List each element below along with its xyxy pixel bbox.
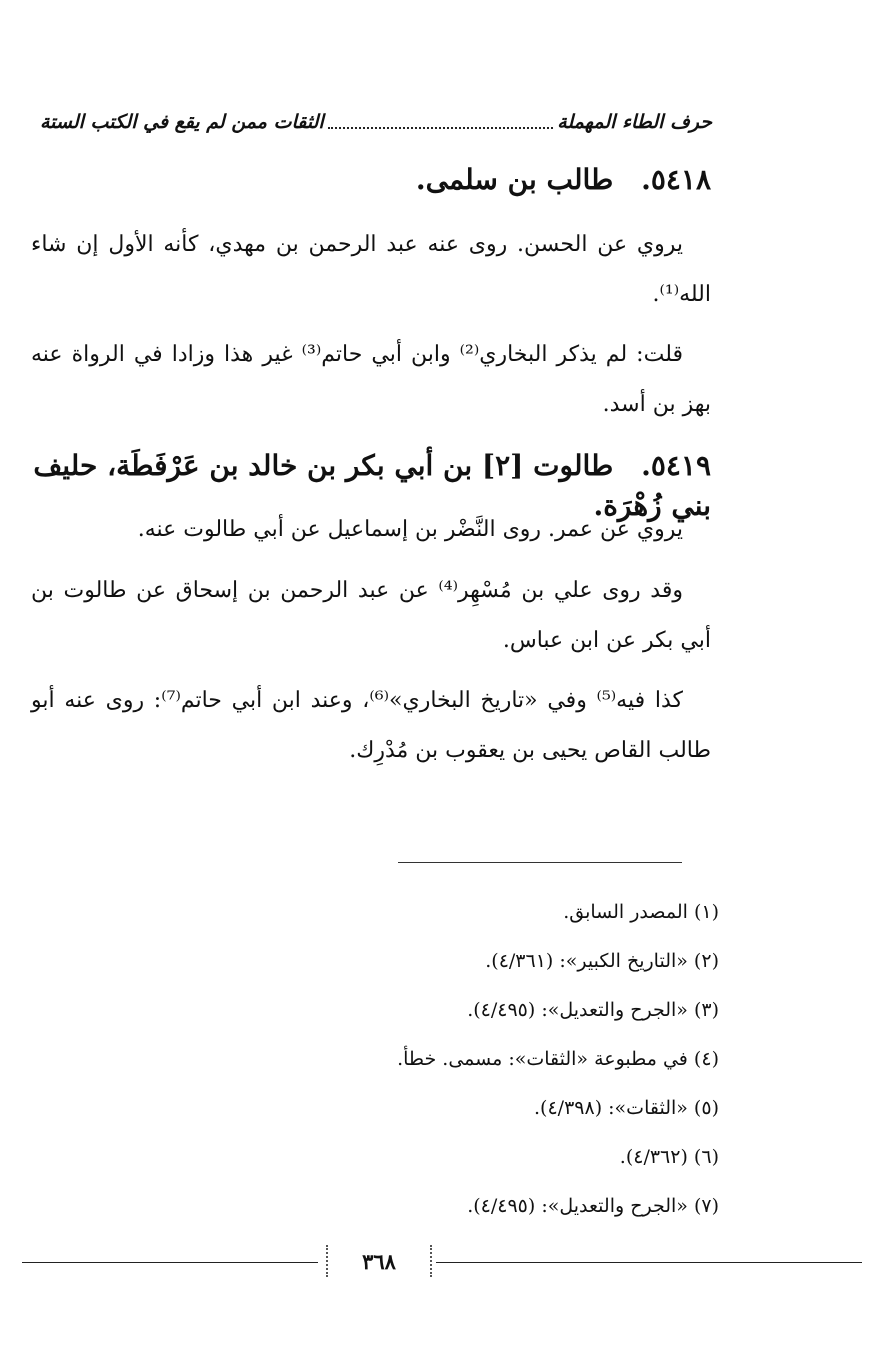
entry-paragraph: وقد روى علي بن مُسْهِر⁽⁴⁾ عن عبد الرحمن بن إسحاق عن طالوت بن أبي بكر عن ابن عباس. — [31, 578, 711, 653]
footnotes — [259, 888, 719, 1231]
footnote: (٢) «التاريخ الكبير»: (٤/٣٦١). — [485, 950, 719, 972]
footnote-separator — [398, 862, 682, 863]
footnote: (٧) «الجرح والتعديل»: (٤/٤٩٥). — [467, 1195, 719, 1217]
entry-name: طالب بن سلمى. — [415, 163, 614, 196]
page-footer — [22, 1245, 862, 1277]
entry-heading-5418 — [31, 160, 711, 200]
entry-paragraph: قلت: لم يذكر البخاري⁽²⁾ وابن أبي حاتم⁽³⁾ غير هذا وزادا في الرواة عنه بهز بن أسد. — [31, 342, 711, 417]
footnote: (٤) في مطبوعة «الثقات»: مسمى. خطأ. — [397, 1048, 719, 1070]
header-book-title: الثقات ممن لم يقع في الكتب الستة — [40, 111, 324, 133]
entry-paragraph: يروي عن الحسن. روى عنه عبد الرحمن بن مهدي، كأنه الأول إن شاء الله⁽¹⁾. — [31, 232, 711, 307]
footer-rule — [436, 1262, 862, 1263]
page-number-box — [326, 1245, 432, 1277]
entry-paragraph: يروي عن عمر. روى النَّضْر بن إسماعيل عن أبي طالوت عنه. — [137, 517, 683, 542]
header-dot-leader — [328, 115, 554, 129]
entry-number: ٥٤١٨. — [641, 163, 711, 196]
running-header — [40, 105, 712, 139]
footer-rule — [22, 1262, 318, 1263]
entry-paragraph: كذا فيه⁽⁵⁾ وفي «تاريخ البخاري»⁽⁶⁾، وعند ابن أبي حاتم⁽⁷⁾: روى عنه أبو طالب القاص يحيى بن يعقوب بن مُدْرِك. — [31, 688, 711, 763]
footnote: (٣) «الجرح والتعديل»: (٤/٤٩٥). — [467, 999, 719, 1021]
footnote: (٦) (٤/٣٦٢). — [619, 1146, 719, 1168]
footnote: (٥) «الثقات»: (٤/٣٩٨). — [534, 1097, 719, 1119]
header-chapter-title: حرف الطاء المهملة — [557, 111, 712, 133]
footnote: (١) المصدر السابق. — [563, 901, 719, 923]
entry-number: ٥٤١٩. — [641, 449, 711, 482]
page-number: ٣٦٨ — [362, 1248, 396, 1274]
entry-name: طالوت [٢] بن أبي بكر بن خالد بن عَرْفَطَة، حليف بني زُهْرَة. — [33, 449, 711, 522]
